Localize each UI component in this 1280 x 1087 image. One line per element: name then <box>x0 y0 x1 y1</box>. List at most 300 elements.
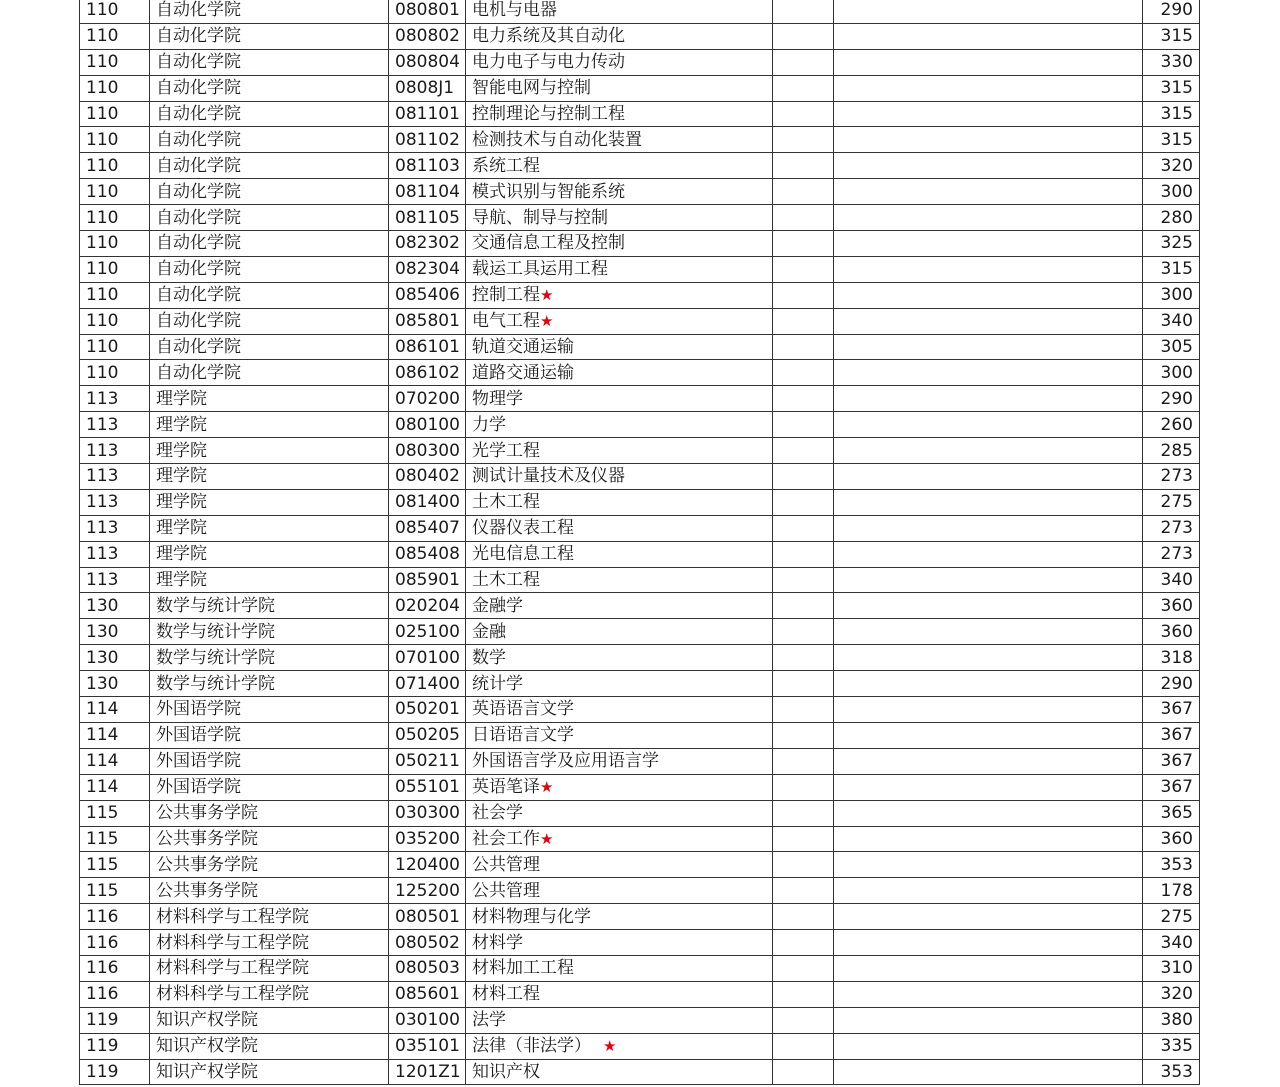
college-code-cell: 110 <box>80 179 150 205</box>
major-name-cell <box>466 334 773 360</box>
major-code-cell: 081105 <box>389 205 466 231</box>
empty-cell <box>834 386 1143 412</box>
score-cell: 340 <box>1143 930 1200 956</box>
empty-cell <box>773 826 834 852</box>
table-row <box>80 515 1200 541</box>
major-name: 外国语言学及应用语言学 <box>472 751 659 772</box>
empty-cell <box>773 438 834 464</box>
table-row <box>80 412 1200 438</box>
major-code-cell: 085901 <box>389 567 466 593</box>
college-code-cell: 116 <box>80 981 150 1007</box>
major-name-cell <box>466 438 773 464</box>
major-name: 模式识别与智能系统 <box>472 181 625 202</box>
score-cell: 367 <box>1143 722 1200 748</box>
score-cell: 275 <box>1143 904 1200 930</box>
major-code-cell: 080402 <box>389 464 466 490</box>
score-cell: 178 <box>1143 878 1200 904</box>
college-code-cell: 110 <box>80 334 150 360</box>
major-name: 材料加工工程 <box>472 958 574 979</box>
college-name-cell: 公共事务学院 <box>150 800 389 826</box>
college-code-cell: 119 <box>80 1033 150 1059</box>
major-name: 电机与电器 <box>472 0 557 21</box>
major-name: 英语语言文学 <box>472 699 574 720</box>
score-cell: 305 <box>1143 334 1200 360</box>
empty-cell <box>834 1007 1143 1033</box>
major-code-cell: 070100 <box>389 645 466 671</box>
table-row <box>80 619 1200 645</box>
score-cell: 360 <box>1143 593 1200 619</box>
score-cell: 315 <box>1143 256 1200 282</box>
empty-cell <box>834 593 1143 619</box>
major-name: 知识产权 <box>472 1061 540 1082</box>
star-icon: ★ <box>540 312 554 331</box>
major-name-cell <box>466 0 773 23</box>
major-name: 材料物理与化学 <box>472 906 591 927</box>
college-name-cell: 自动化学院 <box>150 360 389 386</box>
college-name-cell: 理学院 <box>150 412 389 438</box>
empty-cell <box>773 256 834 282</box>
table-row <box>80 852 1200 878</box>
empty-cell <box>834 930 1143 956</box>
empty-cell <box>773 386 834 412</box>
table-row <box>80 464 1200 490</box>
major-name: 英语笔译 <box>472 777 540 798</box>
score-cell: 315 <box>1143 127 1200 153</box>
score-cell: 340 <box>1143 308 1200 334</box>
major-name-cell <box>466 697 773 723</box>
college-name-cell: 自动化学院 <box>150 308 389 334</box>
major-name-cell <box>466 774 773 800</box>
table-row <box>80 23 1200 49</box>
college-code-cell: 119 <box>80 1059 150 1085</box>
table-row <box>80 748 1200 774</box>
empty-cell <box>834 567 1143 593</box>
empty-cell <box>773 412 834 438</box>
score-cell: 315 <box>1143 75 1200 101</box>
college-code-cell: 114 <box>80 722 150 748</box>
major-name: 导航、制导与控制 <box>472 207 608 228</box>
score-cell: 353 <box>1143 1059 1200 1085</box>
empty-cell <box>773 1059 834 1085</box>
empty-cell <box>834 308 1143 334</box>
empty-cell <box>834 697 1143 723</box>
major-name: 检测技术与自动化装置 <box>472 129 642 150</box>
score-cell: 300 <box>1143 179 1200 205</box>
table-row <box>80 101 1200 127</box>
major-name-cell <box>466 464 773 490</box>
major-code-cell: 1201Z1 <box>389 1059 466 1085</box>
table-row <box>80 231 1200 257</box>
score-table <box>79 0 1200 1085</box>
empty-cell <box>834 955 1143 981</box>
empty-cell <box>773 101 834 127</box>
major-name-cell <box>466 645 773 671</box>
empty-cell <box>773 671 834 697</box>
major-name-cell <box>466 930 773 956</box>
empty-cell <box>834 619 1143 645</box>
major-name: 材料工程 <box>472 984 540 1005</box>
college-name-cell: 自动化学院 <box>150 256 389 282</box>
major-code-cell: 081103 <box>389 153 466 179</box>
empty-cell <box>834 671 1143 697</box>
score-cell: 330 <box>1143 49 1200 75</box>
major-code-cell: 086102 <box>389 360 466 386</box>
major-name-cell <box>466 541 773 567</box>
college-code-cell: 110 <box>80 153 150 179</box>
score-cell: 310 <box>1143 955 1200 981</box>
major-name: 社会工作 <box>472 828 540 849</box>
major-name: 光学工程 <box>472 440 540 461</box>
major-name: 控制理论与控制工程 <box>472 104 625 124</box>
major-code-cell: 081104 <box>389 179 466 205</box>
table-row <box>80 127 1200 153</box>
major-name: 光电信息工程 <box>472 544 574 565</box>
college-code-cell: 110 <box>80 49 150 75</box>
college-code-cell: 116 <box>80 904 150 930</box>
major-code-cell: 0808J1 <box>389 75 466 101</box>
empty-cell <box>773 489 834 515</box>
table-row <box>80 904 1200 930</box>
college-code-cell: 110 <box>80 23 150 49</box>
major-name: 法律（非法学） <box>472 1036 591 1057</box>
major-code-cell: 050201 <box>389 697 466 723</box>
score-cell: 360 <box>1143 619 1200 645</box>
major-name: 土木工程 <box>472 570 540 591</box>
college-name-cell: 公共事务学院 <box>150 826 389 852</box>
major-name-cell <box>466 153 773 179</box>
score-cell: 290 <box>1143 0 1200 23</box>
empty-cell <box>834 23 1143 49</box>
empty-cell <box>773 930 834 956</box>
empty-cell <box>773 697 834 723</box>
college-name-cell: 知识产权学院 <box>150 1007 389 1033</box>
major-code-cell: 030300 <box>389 800 466 826</box>
major-name-cell <box>466 852 773 878</box>
empty-cell <box>773 23 834 49</box>
empty-cell <box>773 308 834 334</box>
empty-cell <box>773 464 834 490</box>
major-name-cell <box>466 205 773 231</box>
score-cell: 320 <box>1143 153 1200 179</box>
college-code-cell: 110 <box>80 75 150 101</box>
major-code-cell: 080503 <box>389 955 466 981</box>
college-code-cell: 113 <box>80 515 150 541</box>
college-name-cell: 自动化学院 <box>150 49 389 75</box>
major-code-cell: 085406 <box>389 282 466 308</box>
empty-cell <box>773 282 834 308</box>
score-cell: 367 <box>1143 697 1200 723</box>
major-code-cell: 086101 <box>389 334 466 360</box>
major-code-cell: 082302 <box>389 231 466 257</box>
college-name-cell: 自动化学院 <box>150 179 389 205</box>
major-name-cell <box>466 386 773 412</box>
empty-cell <box>834 774 1143 800</box>
college-code-cell: 119 <box>80 1007 150 1033</box>
score-cell: 275 <box>1143 489 1200 515</box>
college-name-cell: 自动化学院 <box>150 205 389 231</box>
empty-cell <box>773 748 834 774</box>
major-code-cell: 085407 <box>389 515 466 541</box>
college-name-cell: 公共事务学院 <box>150 878 389 904</box>
empty-cell <box>834 852 1143 878</box>
major-name: 电力电子与电力传动 <box>472 52 625 73</box>
major-name: 物理学 <box>472 388 523 409</box>
major-name-cell <box>466 955 773 981</box>
empty-cell <box>773 955 834 981</box>
major-code-cell: 080501 <box>389 904 466 930</box>
college-name-cell: 外国语学院 <box>150 748 389 774</box>
table-row <box>80 282 1200 308</box>
college-name-cell: 理学院 <box>150 438 389 464</box>
empty-cell <box>773 878 834 904</box>
major-code-cell: 050205 <box>389 722 466 748</box>
major-code-cell: 070200 <box>389 386 466 412</box>
major-name-cell <box>466 515 773 541</box>
college-code-cell: 130 <box>80 593 150 619</box>
college-name-cell: 材料科学与工程学院 <box>150 981 389 1007</box>
major-name-cell <box>466 1059 773 1085</box>
empty-cell <box>773 981 834 1007</box>
college-name-cell: 外国语学院 <box>150 774 389 800</box>
major-code-cell: 081400 <box>389 489 466 515</box>
college-name-cell: 理学院 <box>150 515 389 541</box>
college-code-cell: 110 <box>80 127 150 153</box>
table-row <box>80 256 1200 282</box>
empty-cell <box>773 1033 834 1059</box>
college-code-cell: 110 <box>80 101 150 127</box>
major-name: 智能电网与控制 <box>472 78 591 99</box>
empty-cell <box>834 878 1143 904</box>
major-name-cell <box>466 1007 773 1033</box>
table-row <box>80 1059 1200 1085</box>
empty-cell <box>773 0 834 23</box>
major-name-cell <box>466 593 773 619</box>
table-body <box>80 0 1200 1085</box>
major-name-cell <box>466 748 773 774</box>
major-code-cell: 080801 <box>389 0 466 23</box>
empty-cell <box>773 593 834 619</box>
star-icon: ★ <box>603 1037 617 1056</box>
major-code-cell: 055101 <box>389 774 466 800</box>
major-name: 数学 <box>472 647 506 668</box>
college-code-cell: 114 <box>80 697 150 723</box>
table-row <box>80 49 1200 75</box>
empty-cell <box>834 464 1143 490</box>
score-cell: 280 <box>1143 205 1200 231</box>
major-name: 公共管理 <box>472 854 540 875</box>
major-code-cell: 080100 <box>389 412 466 438</box>
major-code-cell: 080802 <box>389 23 466 49</box>
major-name: 仪器仪表工程 <box>472 518 574 539</box>
major-name: 电力系统及其自动化 <box>472 26 625 47</box>
major-name-cell <box>466 360 773 386</box>
empty-cell <box>834 49 1143 75</box>
score-cell: 273 <box>1143 464 1200 490</box>
table-row <box>80 1033 1200 1059</box>
college-name-cell: 自动化学院 <box>150 23 389 49</box>
empty-cell <box>773 153 834 179</box>
major-name: 金融学 <box>472 595 523 616</box>
major-name-cell <box>466 567 773 593</box>
college-code-cell: 115 <box>80 878 150 904</box>
major-name: 系统工程 <box>472 155 540 176</box>
score-cell: 340 <box>1143 567 1200 593</box>
empty-cell <box>773 205 834 231</box>
college-code-cell: 114 <box>80 748 150 774</box>
major-code-cell: 025100 <box>389 619 466 645</box>
empty-cell <box>834 127 1143 153</box>
empty-cell <box>834 412 1143 438</box>
college-code-cell: 110 <box>80 0 150 23</box>
college-name-cell: 自动化学院 <box>150 153 389 179</box>
empty-cell <box>834 981 1143 1007</box>
table-row <box>80 930 1200 956</box>
empty-cell <box>773 179 834 205</box>
score-cell: 300 <box>1143 282 1200 308</box>
major-code-cell: 020204 <box>389 593 466 619</box>
table-row <box>80 386 1200 412</box>
major-name: 测试计量技术及仪器 <box>472 466 625 487</box>
major-name: 金融 <box>472 621 506 642</box>
empty-cell <box>773 127 834 153</box>
major-name-cell <box>466 800 773 826</box>
score-cell: 315 <box>1143 23 1200 49</box>
table-row <box>80 774 1200 800</box>
empty-cell <box>834 645 1143 671</box>
empty-cell <box>834 826 1143 852</box>
score-cell: 260 <box>1143 412 1200 438</box>
major-name-cell <box>466 878 773 904</box>
major-name-cell <box>466 619 773 645</box>
major-code-cell: 080300 <box>389 438 466 464</box>
score-cell: 320 <box>1143 981 1200 1007</box>
college-name-cell: 自动化学院 <box>150 127 389 153</box>
empty-cell <box>834 800 1143 826</box>
major-name: 电气工程 <box>472 311 540 332</box>
empty-cell <box>834 256 1143 282</box>
college-code-cell: 110 <box>80 205 150 231</box>
table-row <box>80 593 1200 619</box>
major-name-cell <box>466 256 773 282</box>
major-name: 统计学 <box>472 673 523 694</box>
college-code-cell: 113 <box>80 464 150 490</box>
empty-cell <box>834 1059 1143 1085</box>
score-cell: 273 <box>1143 541 1200 567</box>
college-code-cell: 110 <box>80 308 150 334</box>
college-name-cell: 自动化学院 <box>150 231 389 257</box>
major-name: 轨道交通运输 <box>472 337 574 358</box>
empty-cell <box>834 334 1143 360</box>
table-row <box>80 334 1200 360</box>
table-row <box>80 567 1200 593</box>
major-name-cell <box>466 671 773 697</box>
star-icon: ★ <box>540 829 554 848</box>
score-cell: 290 <box>1143 386 1200 412</box>
empty-cell <box>773 75 834 101</box>
major-name-cell <box>466 981 773 1007</box>
major-code-cell: 071400 <box>389 671 466 697</box>
score-cell: 318 <box>1143 645 1200 671</box>
major-code-cell: 081102 <box>389 127 466 153</box>
empty-cell <box>773 852 834 878</box>
major-name-cell <box>466 49 773 75</box>
college-name-cell: 自动化学院 <box>150 101 389 127</box>
empty-cell <box>834 722 1143 748</box>
table-row <box>80 541 1200 567</box>
empty-cell <box>834 360 1143 386</box>
college-name-cell: 自动化学院 <box>150 282 389 308</box>
major-name: 力学 <box>472 414 506 435</box>
college-name-cell: 理学院 <box>150 541 389 567</box>
college-code-cell: 115 <box>80 852 150 878</box>
college-name-cell: 知识产权学院 <box>150 1033 389 1059</box>
table-row <box>80 75 1200 101</box>
major-code-cell: 081101 <box>389 101 466 127</box>
major-name-cell <box>466 826 773 852</box>
major-code-cell: 120400 <box>389 852 466 878</box>
score-cell: 367 <box>1143 774 1200 800</box>
major-name-cell <box>466 179 773 205</box>
major-code-cell: 085801 <box>389 308 466 334</box>
major-code-cell: 080502 <box>389 930 466 956</box>
score-cell: 335 <box>1143 1033 1200 1059</box>
college-code-cell: 113 <box>80 567 150 593</box>
table-row <box>80 1007 1200 1033</box>
college-name-cell: 自动化学院 <box>150 334 389 360</box>
college-code-cell: 113 <box>80 489 150 515</box>
empty-cell <box>773 567 834 593</box>
major-code-cell: 125200 <box>389 878 466 904</box>
major-code-cell: 085408 <box>389 541 466 567</box>
major-name-cell <box>466 308 773 334</box>
empty-cell <box>773 645 834 671</box>
empty-cell <box>773 334 834 360</box>
major-name-cell <box>466 904 773 930</box>
college-name-cell: 材料科学与工程学院 <box>150 904 389 930</box>
college-name-cell: 公共事务学院 <box>150 852 389 878</box>
major-name: 社会学 <box>472 803 523 824</box>
empty-cell <box>773 619 834 645</box>
score-cell: 360 <box>1143 826 1200 852</box>
empty-cell <box>773 1007 834 1033</box>
table-row <box>80 153 1200 179</box>
college-name-cell: 理学院 <box>150 567 389 593</box>
college-code-cell: 115 <box>80 826 150 852</box>
table-row <box>80 722 1200 748</box>
major-name-cell <box>466 282 773 308</box>
college-code-cell: 114 <box>80 774 150 800</box>
college-code-cell: 110 <box>80 282 150 308</box>
empty-cell <box>834 541 1143 567</box>
table-row <box>80 179 1200 205</box>
score-cell: 273 <box>1143 515 1200 541</box>
score-cell: 300 <box>1143 360 1200 386</box>
score-cell: 290 <box>1143 671 1200 697</box>
empty-cell <box>834 1033 1143 1059</box>
empty-cell <box>834 75 1143 101</box>
table-row <box>80 955 1200 981</box>
major-name: 控制工程 <box>472 285 540 306</box>
major-name-cell <box>466 75 773 101</box>
star-icon: ★ <box>540 286 554 305</box>
college-name-cell: 知识产权学院 <box>150 1059 389 1085</box>
major-code-cell: 085601 <box>389 981 466 1007</box>
score-cell: 365 <box>1143 800 1200 826</box>
empty-cell <box>834 0 1143 23</box>
table-row <box>80 438 1200 464</box>
empty-cell <box>834 515 1143 541</box>
star-icon: ★ <box>540 778 554 797</box>
